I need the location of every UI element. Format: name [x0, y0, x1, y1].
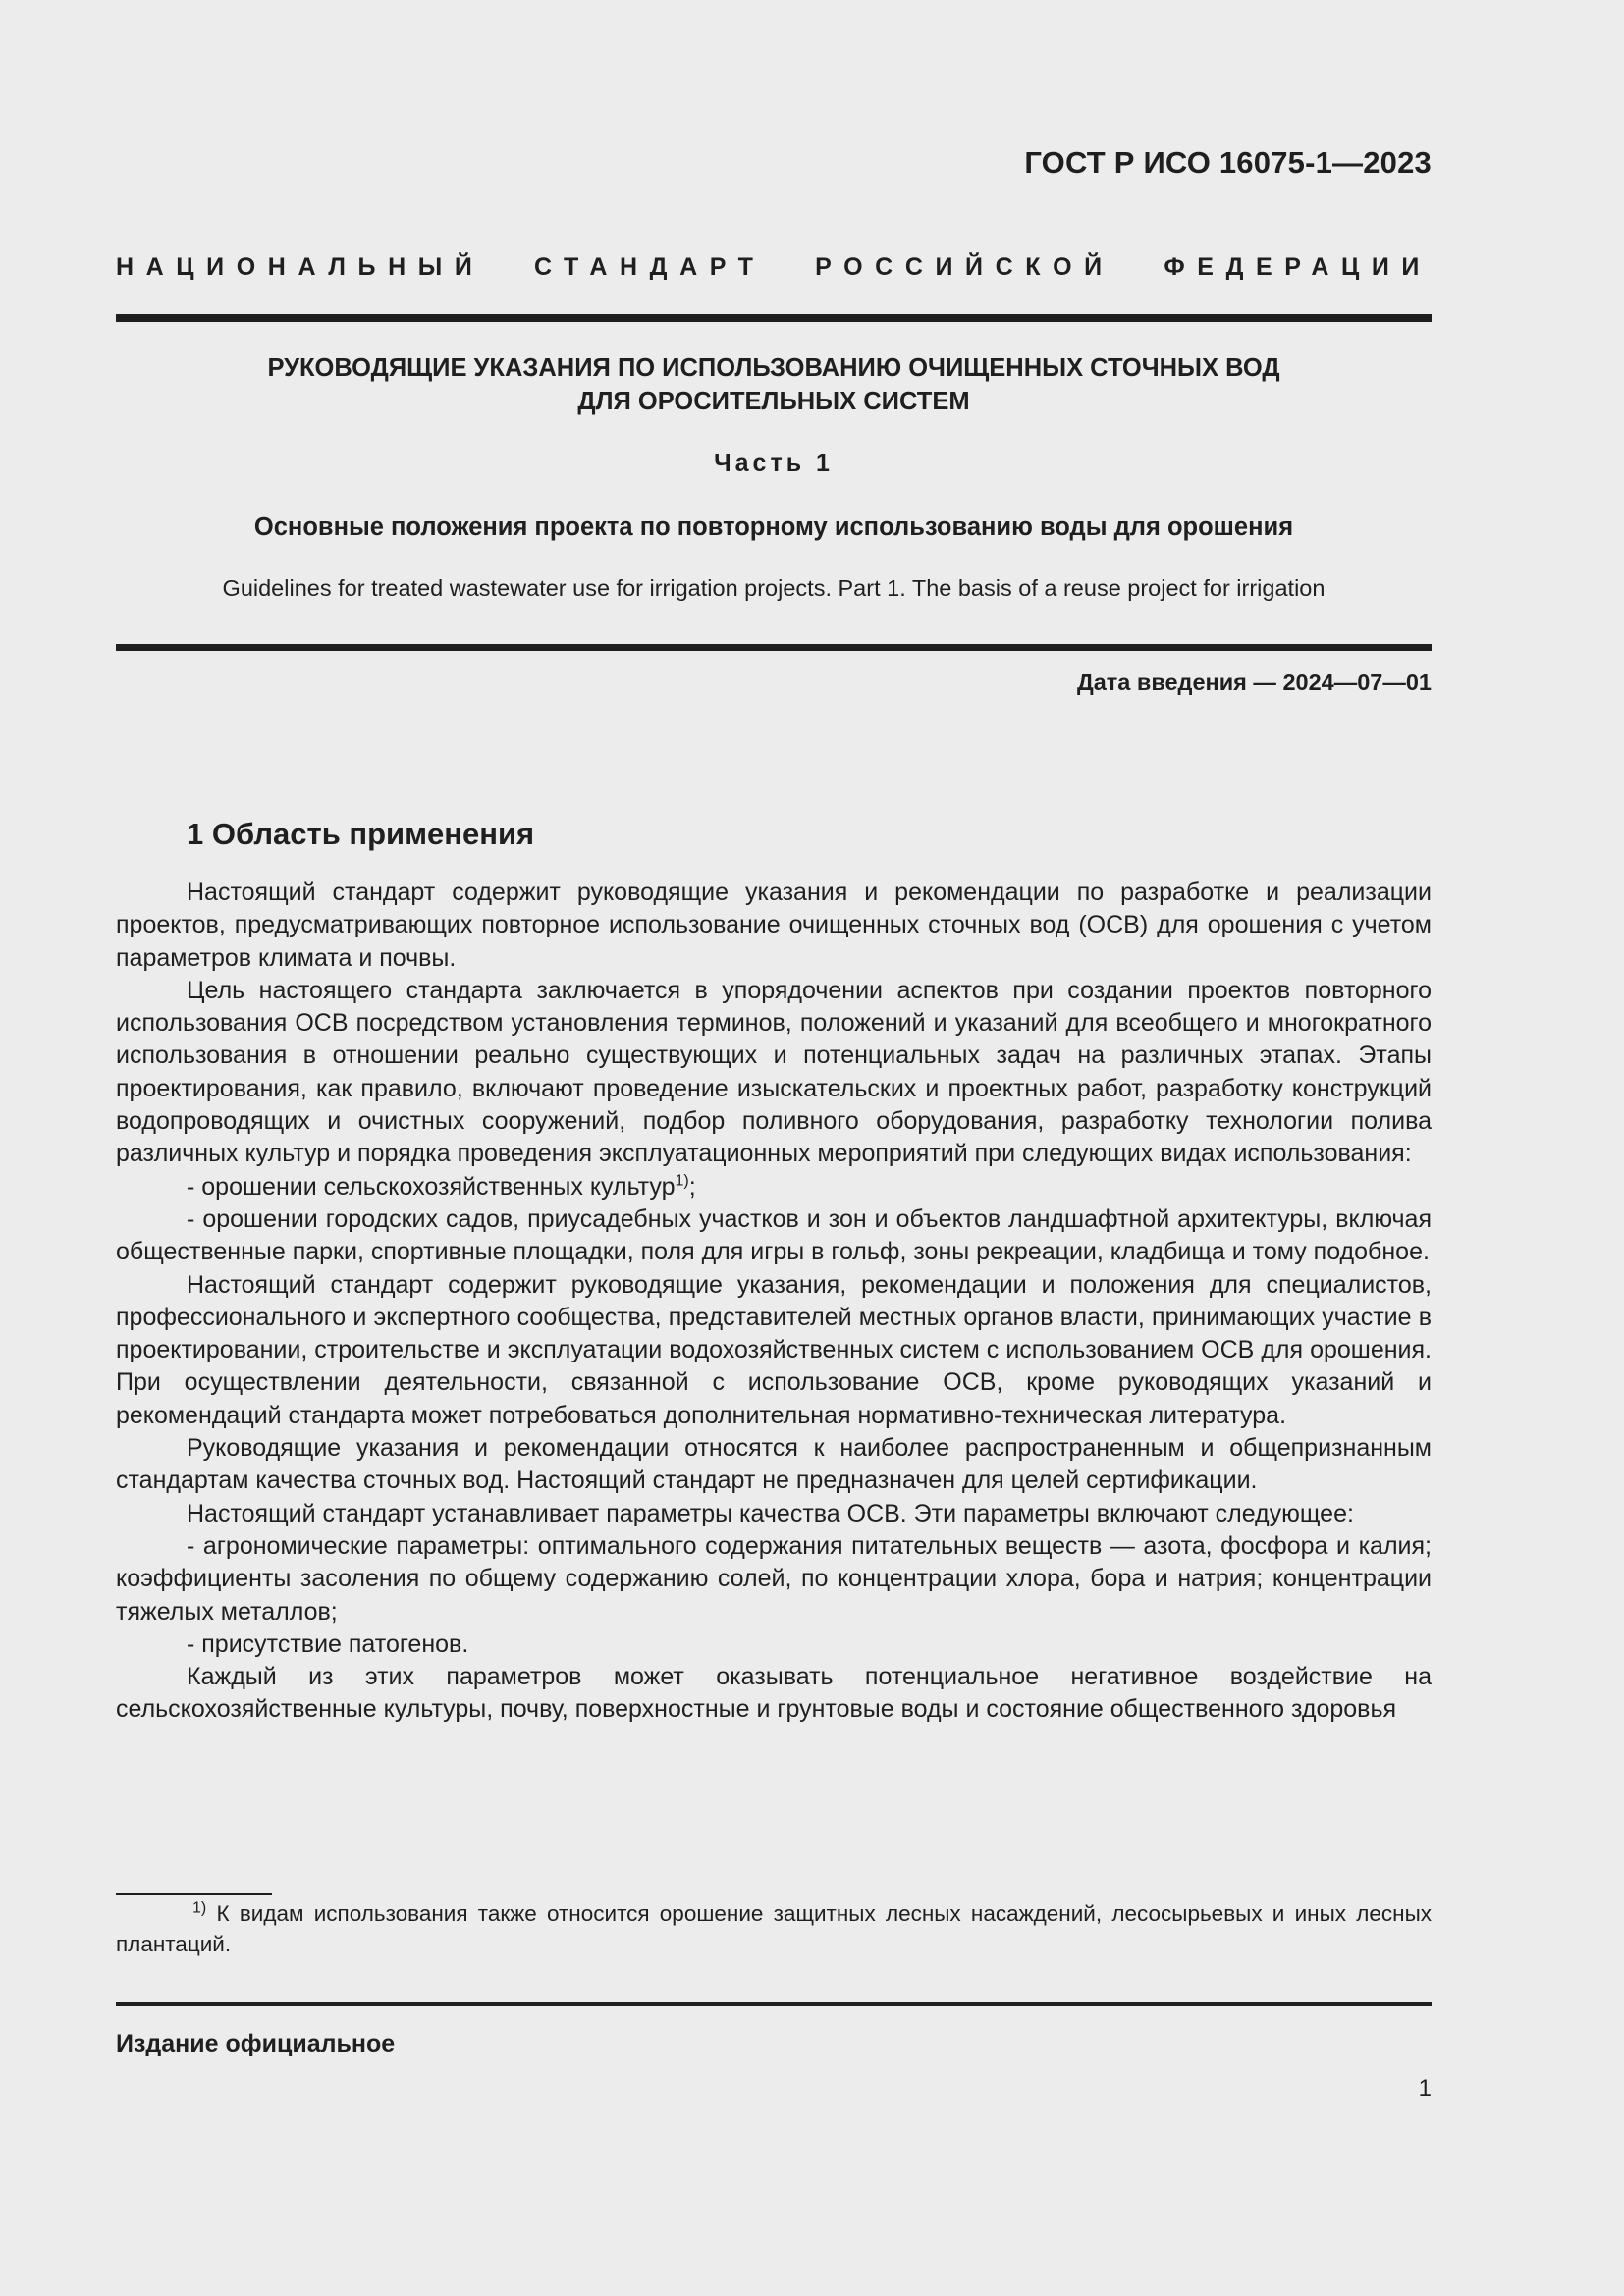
footnote: [116, 1898, 1432, 1959]
title-line-2: ДЛЯ ОРОСИТЕЛЬНЫХ СИСТЕМ: [577, 388, 970, 415]
title-divider: [116, 644, 1432, 651]
list-item-end: ;: [688, 1172, 696, 1201]
footnote-separator: [116, 1893, 272, 1895]
introduction-date: [1077, 669, 1432, 696]
footnote-mark: 1): [192, 1899, 207, 1917]
standard-code: ГОСТ Р ИСО 16075-1—2023: [1024, 145, 1432, 180]
section-body: [116, 877, 1432, 1727]
intro-date-value: 2024—07—01: [1282, 669, 1432, 695]
title-line-1: РУКОВОДЯЩИЕ УКАЗАНИЯ ПО ИСПОЛЬЗОВАНИЮ ОЧИЩЕННЫХ СТОЧНЫХ ВОД: [267, 354, 1280, 382]
intro-date-label: Дата введения —: [1076, 669, 1276, 695]
document-subtitle: Основные положения проекта по повторному использованию воды для орошения: [253, 513, 1294, 541]
paragraph: Каждый из этих параметров может оказывать потенциальное негативное воздействие на сельскохозяйственные культуры, почву, поверхностные и грунтовые воды и состояние общественного здоровья: [116, 1663, 1432, 1724]
list-item: [116, 1171, 1432, 1203]
page-number: 1: [1418, 2075, 1432, 2102]
paragraph: Настоящий стандарт содержит руководящие указания, рекомендации и положения для специалистов, профессионального и экспертного сообщества, представителей местных органов власти, принимающих участие в проектировании, строительстве и эксплуатации водохозяйственных систем с использованием ОСВ для орошения. При осуществлении деятельности, связанной с использование ОСВ, кроме руководящих указаний и рекомендаций стандарта может потребоваться дополнительная нормативно-техническая литература.: [116, 1270, 1432, 1429]
footer-divider: [116, 2002, 1432, 2006]
english-title: Guidelines for treated wastewater use for irrigation projects. Part 1. The basis of a reuse project for irrigation: [222, 575, 1326, 601]
paragraph: Настоящий стандарт содержит руководящие указания и рекомендации по разработке и реализации проектов, предусматривающих повторное использование очищенных сточных вод (ОСВ) для орошения с учетом параметров климата и почвы.: [116, 879, 1432, 972]
footnote-ref[interactable]: 1): [675, 1172, 689, 1190]
paragraph: Цель настоящего стандарта заключается в упорядочении аспектов при создании проектов повторного использования ОСВ посредством установления терминов, положений и указаний для всеобщего и многократного использования в отношении реально существующих и потенциальных задач на различных этапах. Этапы проектирования, как правило, включают проведение изыскательских и проектных работ, разработку конструкций водопроводящих и очистных сооружений, подбор поливного оборудования, разработку технологии полива различных культур и порядка проведения эксплуатационных мероприятий при следующих видах использования:: [116, 976, 1432, 1168]
document-title: [116, 351, 1432, 418]
paragraph: Руководящие указания и рекомендации относятся к наиболее распространенным и общепризнанным стандартам качества сточных вод. Настоящий стандарт не предназначен для целей сертификации.: [116, 1434, 1432, 1495]
list-item-text: - орошении сельскохозяйственных культур: [187, 1172, 676, 1201]
list-item: - орошении городских садов, приусадебных участков и зон и объектов ландшафтной архитектуры, включая общественные парки, спортивные площадки, поля для игры в гольф, зоны рекреации, кладбища и тому подобное.: [116, 1204, 1432, 1266]
footnote-text: К видам использования также относится орошение защитных лесных насаждений, лесосырьевых и иных лесных плантаций.: [116, 1901, 1432, 1956]
edition-label: Издание официальное: [116, 2030, 396, 2057]
national-standard-banner: НАЦИОНАЛЬНЫЙ СТАНДАРТ РОССИЙСКОЙ ФЕДЕРАЦИИ: [116, 253, 1432, 281]
part-label: Часть 1: [714, 450, 834, 477]
header-divider: [116, 314, 1432, 322]
list-item: - агрономические параметры: оптимального содержания питательных веществ — азота, фосфора и калия; коэффициенты засоления по общему содержанию солей, по концентрации хлора, бора и натрия; концентрации тяжелых металлов;: [116, 1531, 1432, 1626]
paragraph: Настоящий стандарт устанавливает параметры качества ОСВ. Эти параметры включают следующее:: [187, 1499, 1354, 1527]
section-heading: 1 Область применения: [187, 817, 535, 851]
list-item: - присутствие патогенов.: [187, 1629, 469, 1658]
